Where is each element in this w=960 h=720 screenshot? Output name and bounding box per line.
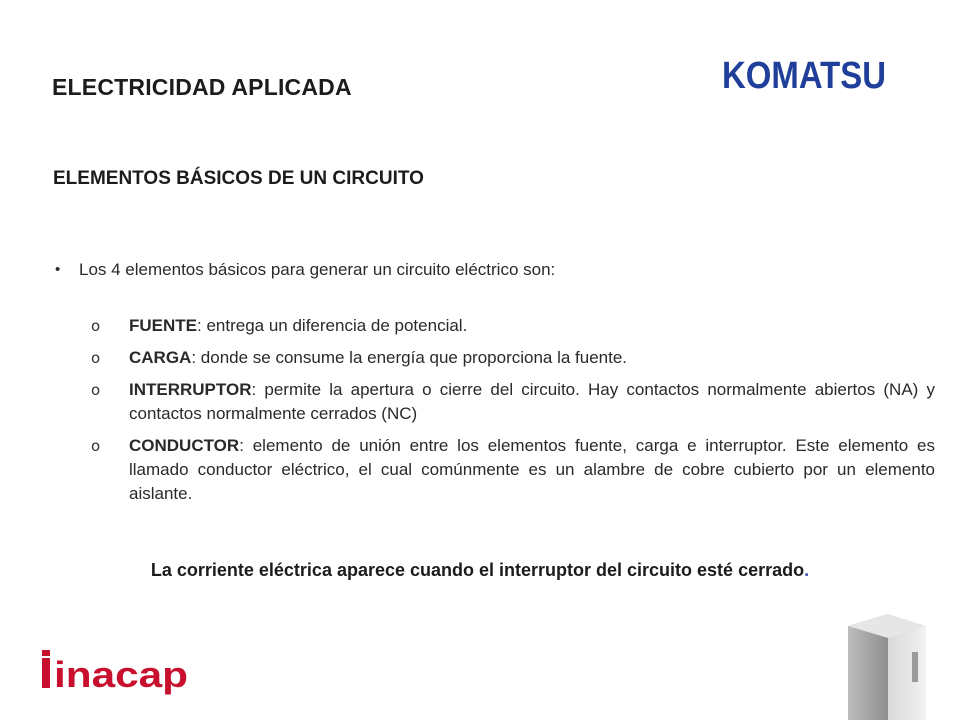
- list-item-conductor: [55, 434, 935, 506]
- definition-fuente: : entrega un diferencia de potencial.: [197, 316, 468, 335]
- svg-text:inacap: inacap: [54, 654, 188, 695]
- definition-interruptor: : permite la apertura o cierre del circuito. Hay contactos normalmente abiertos (NA) y contactos normalmente cerrados (NC): [129, 380, 935, 423]
- page-title: ELECTRICIDAD APLICADA: [52, 74, 352, 100]
- list-item-interruptor: [55, 378, 935, 426]
- term-conductor: CONDUCTOR: [129, 436, 240, 455]
- section-subtitle: ELEMENTOS BÁSICOS DE UN CIRCUITO: [53, 168, 424, 189]
- definition-conductor: : elemento de unión entre los elementos fuente, carga e interruptor. Este elemento es llamado conductor eléctrico, el cual comúnmente es un alambre de cobre cubierto por un elemento aislante.: [129, 436, 935, 503]
- bullet-marker: •: [55, 261, 61, 278]
- inacap-logo-mark: [42, 658, 50, 688]
- list-item-fuente: [55, 314, 935, 338]
- sub-bullet-marker: o: [91, 381, 101, 399]
- komatsu-logo: [720, 54, 888, 97]
- conclusion-sentence: La corriente eléctrica aparece cuando el interruptor del circuito esté cerrado: [150, 560, 805, 580]
- sub-bullet-marker: o: [91, 437, 101, 455]
- bullet-item: [55, 258, 935, 282]
- conclusion-period: .: [804, 560, 810, 580]
- term-fuente: FUENTE: [129, 316, 197, 335]
- term-carga: CARGA: [129, 348, 192, 367]
- list-item-carga: [55, 346, 935, 370]
- sub-bullet-marker: o: [91, 349, 101, 367]
- bullet-text: Los 4 elementos básicos para generar un circuito eléctrico son:: [79, 260, 556, 279]
- conclusion-text: [0, 560, 960, 581]
- slide-content: [55, 258, 935, 514]
- svg-text:KOMATSU: KOMATSU: [722, 55, 886, 97]
- inacap-logo: [42, 648, 192, 695]
- element-list: [55, 314, 935, 506]
- definition-carga: : donde se consume la energía que proporciona la fuente.: [191, 348, 628, 367]
- sub-bullet-marker: o: [91, 317, 101, 335]
- term-interruptor: INTERRUPTOR: [129, 380, 252, 399]
- cube-decoration-icon: [848, 612, 926, 720]
